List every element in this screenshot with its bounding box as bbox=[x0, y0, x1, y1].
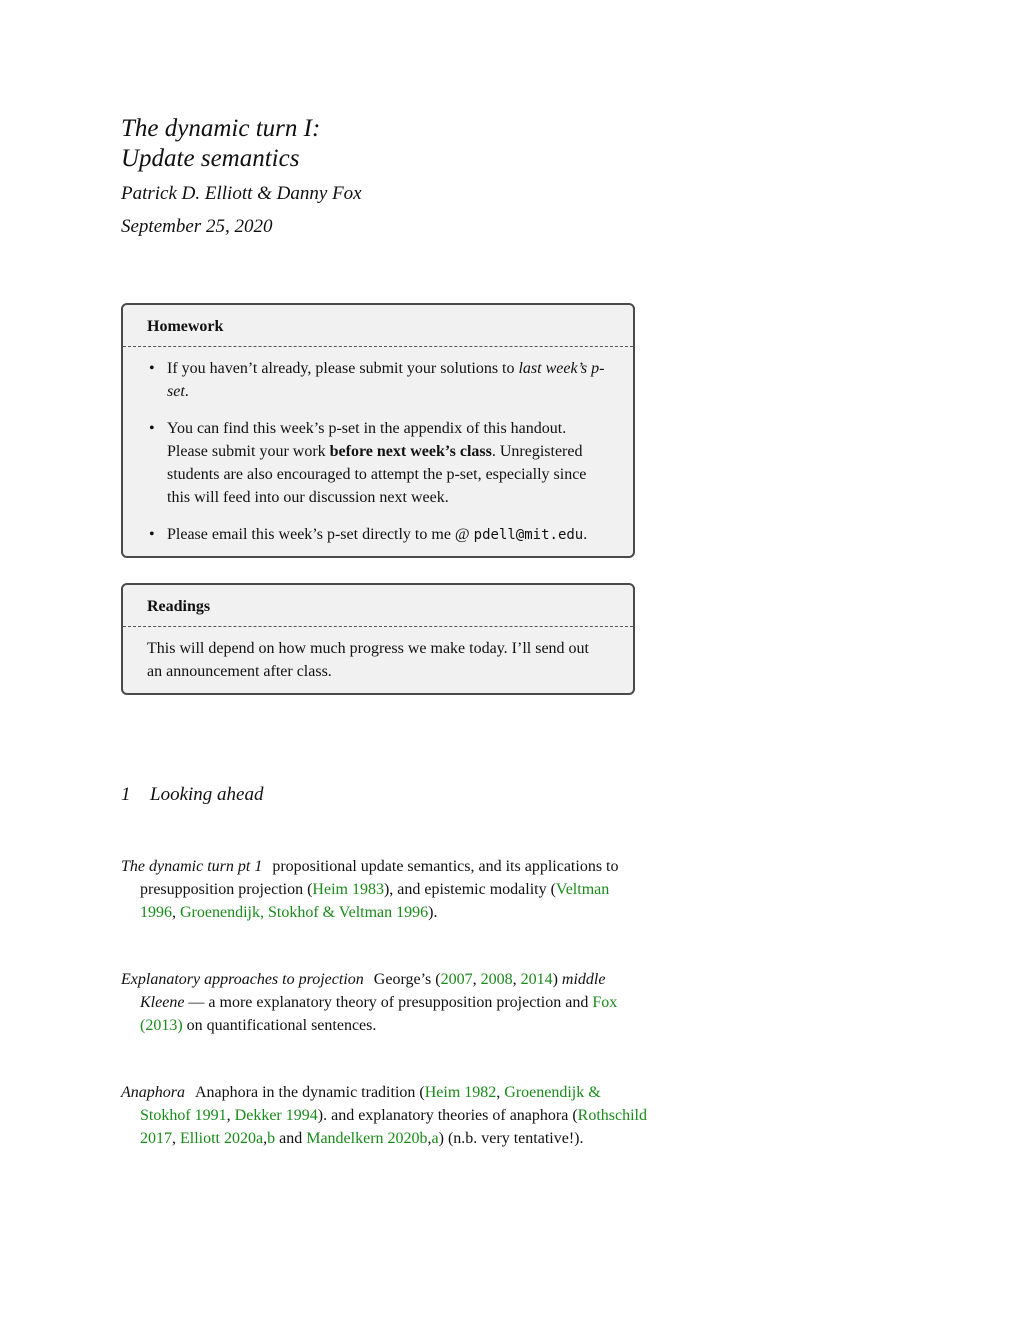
document-title bbox=[121, 114, 320, 174]
homework-title: Homework bbox=[147, 318, 224, 335]
readings-body: This will depend on how much progress we make today. I’ll send out an announcement after class. bbox=[147, 640, 589, 681]
citation-link[interactable]: b bbox=[267, 1130, 276, 1148]
title-line-2: Update semantics bbox=[121, 145, 300, 172]
citation-link[interactable]: Elliott 2020a bbox=[180, 1130, 264, 1148]
homework-list bbox=[147, 357, 605, 547]
citation-link[interactable]: Heim 1982 bbox=[424, 1084, 497, 1101]
paragraph-lead: Explanatory approaches to projection bbox=[121, 971, 364, 988]
authors: Patrick D. Elliott & Danny Fox bbox=[121, 183, 362, 204]
section-number: 1 bbox=[121, 784, 131, 805]
email-address[interactable]: pdell@mit.edu bbox=[473, 526, 584, 543]
citation-link[interactable]: 2007 bbox=[440, 971, 473, 988]
paragraph-lead: Anaphora bbox=[121, 1084, 185, 1101]
paragraph-anaphora: Anaphora Anaphora in the dynamic tradition (Heim 1982, Groenendijk & Stokhof 1991, Dekker 1994). and explanatory theories of anaphora (Rothschild 2017, Elliott 2020a,b and Mandelkern 2020b,a) (n.b. very tentative!). bbox=[121, 1084, 647, 1148]
homework-box bbox=[121, 303, 635, 558]
citation-link[interactable]: Groenendijk & Stokhof 1991 bbox=[140, 1084, 601, 1125]
list-item: • Please email this week’s p-set directly to me @ pdell@mit.edu. bbox=[147, 523, 605, 547]
citation-link[interactable]: 2008 bbox=[480, 971, 513, 988]
section-title: Looking ahead bbox=[150, 784, 264, 805]
citation-link[interactable]: Dekker 1994 bbox=[234, 1107, 318, 1125]
paragraph-explanatory-projection: Explanatory approaches to projection George’s (2007, 2008, 2014) middle Kleene — a more explanatory theory of presupposition projection and Fox (2013) on quantificational sentences. bbox=[121, 971, 618, 1035]
citation-link[interactable]: Veltman 1996 bbox=[140, 881, 610, 922]
list-item: • You can find this week’s p-set in the appendix of this handout. Please submit your work before next week’s class. Unregistered students are also encouraged to attempt the p-set, especially since this will feed into our discussion next week. bbox=[147, 417, 605, 510]
citation-link[interactable]: a bbox=[431, 1130, 439, 1148]
citation-link[interactable]: Rothschild 2017 bbox=[140, 1107, 647, 1148]
citation-link[interactable]: Fox (2013) bbox=[140, 994, 618, 1035]
citation-link[interactable]: 2014 bbox=[520, 971, 553, 988]
date: September 25, 2020 bbox=[121, 216, 273, 237]
title-line-1: The dynamic turn I: bbox=[121, 115, 321, 142]
list-item: • If you haven’t already, please submit your solutions to last week’s p-set. bbox=[147, 357, 605, 404]
readings-box bbox=[121, 583, 635, 695]
paragraph-lead: The dynamic turn pt 1 bbox=[121, 858, 263, 875]
citation-link[interactable]: Heim 1983 bbox=[312, 881, 384, 899]
section-heading bbox=[121, 784, 263, 806]
paragraph-dynamic-turn: The dynamic turn pt 1 propositional update semantics, and its applications to presupposition projection (Heim 1983), and epistemic modality (Veltman 1996, Groenendijk, Stokhof & Veltman 1996). bbox=[121, 858, 619, 922]
citation-link[interactable]: Groenendijk, Stokhof & Veltman 1996 bbox=[180, 904, 429, 922]
citation-link[interactable]: Mandelkern 2020b bbox=[306, 1130, 428, 1148]
readings-title: Readings bbox=[147, 598, 211, 615]
